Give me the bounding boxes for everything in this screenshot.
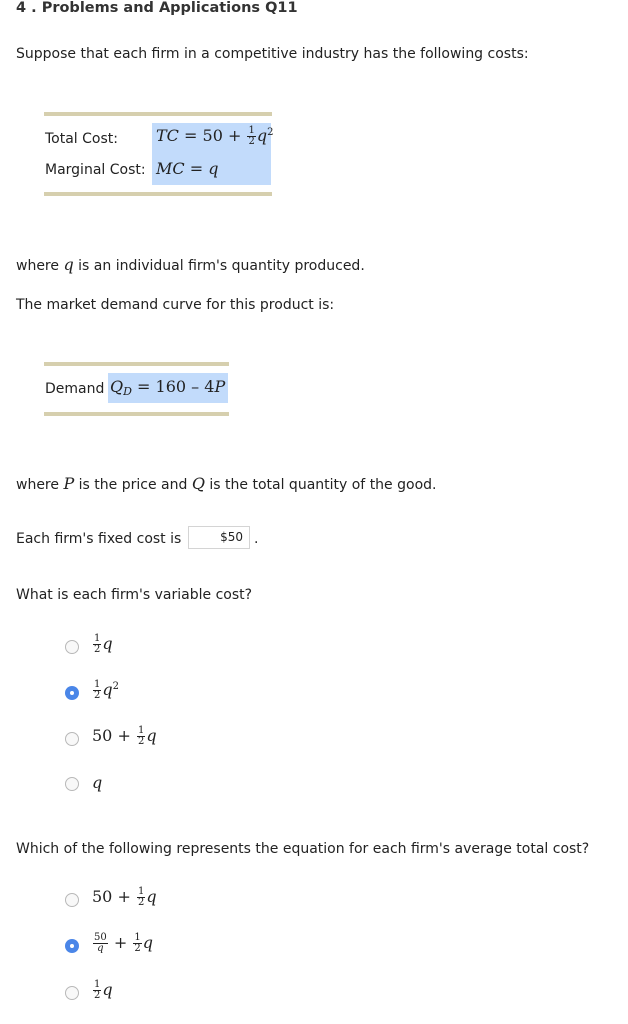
- q2-option-2-radio-selected[interactable]: [65, 939, 79, 953]
- fraction-denominator: 2: [94, 990, 101, 1001]
- fraction-numerator: 1: [248, 125, 255, 136]
- demand-table-top-rule: [44, 362, 229, 366]
- fifty-over-q-fraction: [93, 933, 108, 954]
- fraction: [137, 726, 145, 747]
- demand-subscript: D: [123, 385, 132, 398]
- fraction-denominator: 2: [137, 736, 145, 747]
- demand-intro-text: The market demand curve for this product is:: [16, 297, 335, 313]
- where-p-pre: where: [16, 477, 59, 493]
- cost-table-top-rule: [44, 112, 272, 116]
- where-q2-var: Q: [191, 474, 205, 493]
- mc-q-variable: q: [208, 159, 219, 178]
- fixed-cost-period: .: [254, 531, 259, 547]
- total-cost-label: Total Cost:: [45, 131, 118, 147]
- question-2-text: Which of the following represents the equation for each firm's average total cost?: [16, 841, 590, 857]
- demand-table-bottom-rule: [44, 412, 229, 416]
- q2-option-1-radio[interactable]: [65, 893, 79, 907]
- q2-option-3-radio[interactable]: [65, 986, 79, 1000]
- intro-text: Suppose that each firm in a competitive industry has the following costs:: [16, 46, 529, 62]
- plus-sign: +: [113, 933, 128, 952]
- q-variable: q: [102, 980, 113, 999]
- half-fraction: [247, 126, 255, 147]
- where-q-text: [16, 255, 365, 274]
- question-1-text: What is each firm's variable cost?: [16, 587, 253, 603]
- q1-option-1-label[interactable]: [92, 634, 113, 655]
- marginal-cost-equation: [154, 159, 220, 178]
- q2-option-1-label[interactable]: [92, 887, 157, 908]
- fifty-plus: 50 +: [92, 887, 131, 906]
- fraction-numerator: 1: [94, 633, 101, 644]
- q1-option-2-label[interactable]: [92, 680, 119, 701]
- demand-equation: [108, 377, 227, 396]
- q-variable: q: [146, 887, 157, 906]
- where-p-mid: is the price and: [78, 477, 188, 493]
- q-variable: q: [102, 634, 113, 653]
- q1-option-2-radio-selected[interactable]: [65, 686, 79, 700]
- mc-equals: =: [189, 159, 204, 178]
- demand-q-symbol: Q: [110, 377, 124, 396]
- where-q-pre: where: [16, 258, 59, 274]
- where-p-text: [16, 474, 436, 493]
- q1-option-3-radio[interactable]: [65, 732, 79, 746]
- demand-label: Demand: [45, 381, 105, 397]
- q-variable: q: [256, 126, 268, 145]
- where-p-var: P: [63, 474, 75, 493]
- fraction-denominator: 2: [248, 136, 255, 147]
- fraction-denominator: 2: [137, 897, 145, 908]
- total-cost-equation: [154, 126, 275, 147]
- fraction: [93, 634, 101, 655]
- fraction-denominator: q: [97, 943, 104, 954]
- q2-option-2-label[interactable]: [92, 933, 153, 954]
- fraction: [133, 933, 141, 954]
- fraction-numerator: 1: [134, 932, 141, 943]
- question-title: 4 . Problems and Applications Q11: [16, 0, 298, 16]
- q1-option-1-radio[interactable]: [65, 640, 79, 654]
- tc-constant: = 50 +: [184, 126, 242, 145]
- fraction-numerator: 1: [137, 886, 145, 897]
- fifty-plus: 50 +: [92, 726, 131, 745]
- q-variable: q: [146, 726, 157, 745]
- where-q-post: is an individual firm's quantity produced.: [78, 258, 365, 274]
- q-variable: q: [102, 680, 113, 699]
- square-exponent: 2: [267, 127, 274, 138]
- fraction-numerator: 1: [137, 725, 145, 736]
- tc-symbol: TC: [156, 126, 179, 145]
- fraction-denominator: 2: [134, 943, 141, 954]
- fixed-cost-answer-field[interactable]: $50: [188, 526, 250, 549]
- fixed-cost-text: Each firm's fixed cost is: [16, 531, 182, 547]
- fraction: [93, 980, 101, 1001]
- mc-symbol: MC: [156, 159, 185, 178]
- q1-option-4-radio[interactable]: [65, 777, 79, 791]
- fraction-denominator: 2: [94, 690, 101, 701]
- fraction-denominator: 2: [94, 644, 101, 655]
- q1-option-3-label[interactable]: [92, 726, 157, 747]
- demand-rhs: = 160 – 4: [137, 377, 215, 396]
- square-exponent: 2: [112, 681, 119, 692]
- q2-option-3-label[interactable]: [92, 980, 113, 1001]
- fraction: [137, 887, 145, 908]
- fraction-numerator: 1: [94, 679, 101, 690]
- demand-p-symbol: P: [214, 377, 226, 396]
- cost-table-bottom-rule: [44, 192, 272, 196]
- q-variable: q: [142, 933, 153, 952]
- fraction: [93, 680, 101, 701]
- fraction-numerator: 1: [94, 979, 101, 990]
- where-q-var: q: [63, 255, 74, 274]
- q-variable: q: [92, 773, 103, 792]
- fraction-numerator: 50: [94, 932, 107, 943]
- q1-option-4-label[interactable]: [92, 773, 102, 792]
- where-p-post: is the total quantity of the good.: [209, 477, 437, 493]
- marginal-cost-label: Marginal Cost:: [45, 162, 146, 178]
